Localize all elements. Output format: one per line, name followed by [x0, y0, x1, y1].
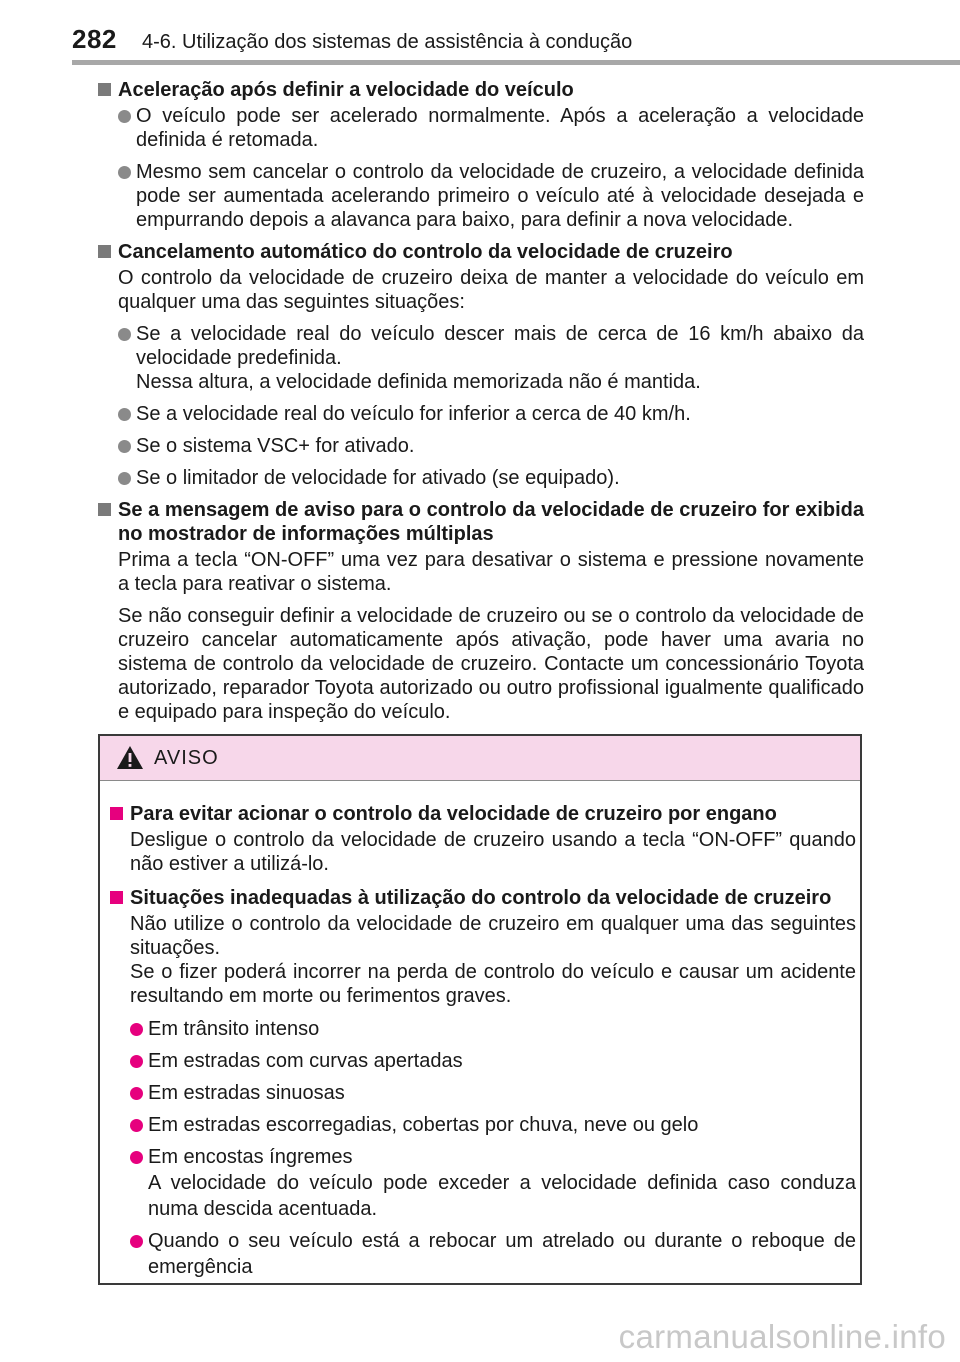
list-item-text: Se a velocidade real do veículo descer mais de cerca de 16 km/h abaixo da velocidade predefinida.	[136, 323, 864, 369]
paragraph: Se não conseguir definir a velocidade de cruzeiro ou se o controlo da velocidade de cruzeiro cancelar automaticamente após ativação, pode haver uma avaria no sistema de controlo da velocidade de cruzeiro. Contacte um concessionário Toyota autorizado, reparador Toyota autorizado ou outro profissional igualmente qualificado e equipado para inspeção do veículo.	[118, 605, 864, 723]
circle-bullet-icon	[118, 408, 131, 421]
warning-triangle-icon	[116, 745, 144, 770]
page-header	[0, 0, 960, 62]
heading-text: Cancelamento automático do controlo da velocidade de cruzeiro	[118, 241, 733, 263]
warning-paragraph-text: Não utilize o controlo da velocidade de cruzeiro em qualquer uma das seguintes situações.	[130, 913, 856, 959]
list-item-note: Nessa altura, a velocidade definida memorizada não é mantida.	[136, 371, 701, 393]
square-bullet-icon	[98, 83, 111, 96]
warning-header	[100, 736, 860, 781]
watermark: carmanualsonline.info	[618, 1318, 946, 1355]
heading-text: Para evitar acionar o controlo da velocidade de cruzeiro por engano	[130, 803, 777, 825]
list-item-text: Em estradas com curvas apertadas	[148, 1050, 463, 1072]
list-item-text: Em estradas sinuosas	[148, 1082, 345, 1104]
list-item	[98, 434, 864, 458]
heading-text: Se a mensagem de aviso para o controlo da velocidade de cruzeiro for exibida no mostrador de informações múltiplas	[118, 499, 864, 545]
circle-bullet-icon	[130, 1023, 143, 1036]
list-item	[98, 402, 864, 426]
paragraph: Prima a tecla “ON-OFF” uma vez para desativar o sistema e pressione novamente a tecla para reativar o sistema.	[118, 549, 864, 595]
square-bullet-icon	[98, 503, 111, 516]
paragraph: O controlo da velocidade de cruzeiro deixa de manter a velocidade do veículo em qualquer uma das seguintes situações:	[118, 267, 864, 313]
square-bullet-icon	[98, 245, 111, 258]
section-heading-auto-cancel	[98, 240, 864, 264]
section-heading-acceleration	[98, 78, 864, 102]
circle-bullet-icon	[118, 440, 131, 453]
warning-heading	[110, 802, 864, 826]
circle-bullet-icon	[118, 328, 131, 341]
list-item	[98, 104, 864, 152]
warning-list-item	[110, 1016, 864, 1042]
page-number: 282	[72, 24, 117, 54]
warning-list-item	[110, 1112, 864, 1138]
circle-bullet-icon	[130, 1055, 143, 1068]
circle-bullet-icon	[130, 1151, 143, 1164]
warning-list-item	[110, 1228, 864, 1280]
circle-bullet-icon	[118, 110, 131, 123]
circle-bullet-icon	[118, 472, 131, 485]
warning-list-item	[110, 1144, 864, 1222]
list-item	[98, 160, 864, 232]
warning-label: AVISO	[154, 747, 219, 769]
warning-box	[98, 734, 862, 1285]
square-bullet-icon	[110, 807, 123, 820]
list-item-text: Em encostas íngremes	[148, 1146, 353, 1168]
circle-bullet-icon	[130, 1119, 143, 1132]
header-rule	[72, 60, 960, 65]
warning-list-item	[110, 1080, 864, 1106]
list-item-note: A velocidade do veículo pode exceder a velocidade definida caso conduza numa descida acentuada.	[148, 1172, 856, 1220]
circle-bullet-icon	[118, 166, 131, 179]
heading-text: Situações inadequadas à utilização do controlo da velocidade de cruzeiro	[130, 887, 832, 909]
main-content	[98, 78, 864, 724]
warning-paragraph-note: Se o fizer poderá incorrer na perda de controlo do veículo e causar um acidente resultando em morte ou ferimentos graves.	[130, 961, 856, 1007]
list-item-text: Mesmo sem cancelar o controlo da velocidade de cruzeiro, a velocidade definida pode ser aumentada acelerando primeiro o veículo até à velocidade desejada e empurrando depois a alavanca para baixo, para definir a nova velocidade.	[136, 161, 864, 231]
section-title: 4-6. Utilização dos sistemas de assistência à condução	[142, 31, 633, 53]
list-item-text: Em trânsito intenso	[148, 1018, 320, 1040]
circle-bullet-icon	[130, 1235, 143, 1248]
square-bullet-icon	[110, 891, 123, 904]
list-item	[98, 322, 864, 394]
list-item-text: Se o sistema VSC+ for ativado.	[136, 435, 415, 457]
list-item-text: Se a velocidade real do veículo for inferior a cerca de 40 km/h.	[136, 403, 691, 425]
warning-list-item	[110, 1048, 864, 1074]
circle-bullet-icon	[130, 1087, 143, 1100]
warning-paragraph	[110, 912, 864, 1008]
list-item-text: Se o limitador de velocidade for ativado (se equipado).	[136, 467, 620, 489]
list-item-text: O veículo pode ser acelerado normalmente. Após a aceleração a velocidade definida é retomada.	[136, 105, 864, 151]
warning-body	[100, 796, 864, 1280]
warning-paragraph: Desligue o controlo da velocidade de cruzeiro usando a tecla “ON-OFF” quando não estiver a utilizá-lo.	[130, 829, 856, 875]
list-item-text: Quando o seu veículo está a rebocar um atrelado ou durante o reboque de emergência	[148, 1230, 856, 1278]
warning-heading	[110, 886, 864, 910]
list-item	[98, 466, 864, 490]
section-heading-warning-message	[98, 498, 864, 546]
list-item-text: Em estradas escorregadias, cobertas por chuva, neve ou gelo	[148, 1114, 699, 1136]
heading-text: Aceleração após definir a velocidade do veículo	[118, 79, 574, 101]
